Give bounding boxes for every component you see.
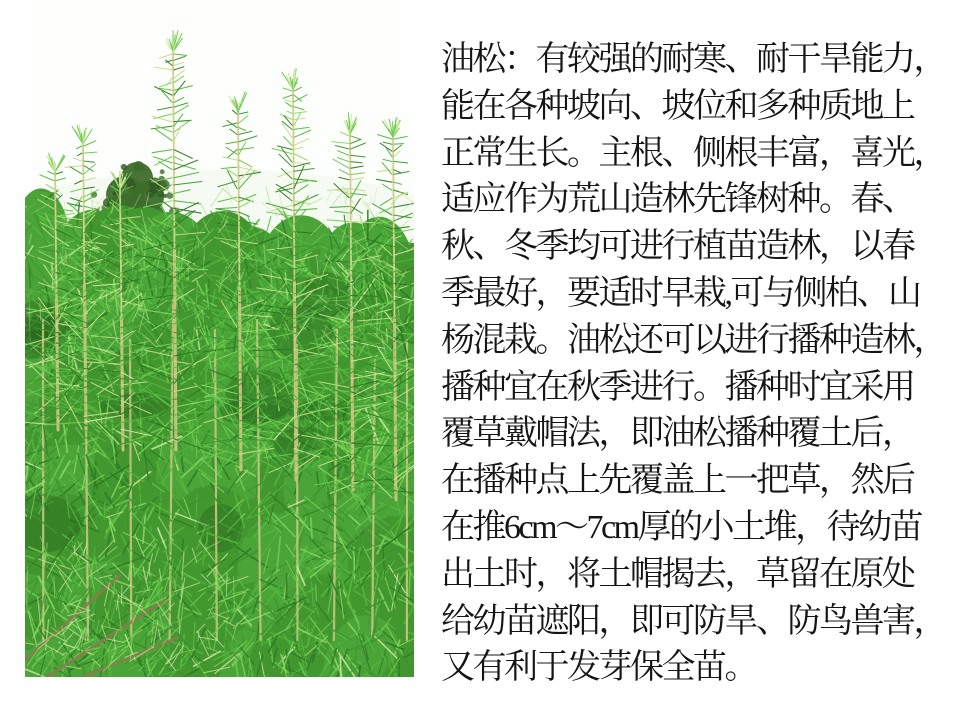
paragraph-line: 在播种点上先覆盖上一把草，然后 xyxy=(441,462,914,500)
pine-photo-illustration xyxy=(25,0,414,677)
paragraph-line: 在推6cm～7cm厚的小土堆，待幼苗 xyxy=(441,508,922,546)
paragraph-line: 季最好，要适时早栽,可与侧柏、山 xyxy=(441,274,920,312)
paragraph-line: 给幼苗遮阳，即可防旱、防鸟兽害， xyxy=(441,602,945,640)
paragraph-line: 秋、冬季均可进行植苗造林，以春 xyxy=(441,228,914,266)
paragraph-line: 覆草戴帽法，即油松播种覆土后， xyxy=(441,415,914,453)
paragraph-line: 出土时，将土帽揭去，草留在原处 xyxy=(441,555,914,593)
paragraph-line: 正常生长。主根、侧根丰富，喜光， xyxy=(441,134,945,172)
paragraph-line: 又有利于发芽保全苗。 xyxy=(441,649,756,687)
paragraph-line: 油松：有较强的耐寒、耐干旱能力， xyxy=(441,41,945,78)
paragraph-line: 杨混栽。油松还可以进行播种造林， xyxy=(441,321,945,359)
paragraph-line: 能在各种坡向、坡位和多种质地上 xyxy=(441,87,914,125)
paragraph xyxy=(441,37,953,692)
pine-photo xyxy=(25,0,414,677)
paragraph-line: 适应作为荒山造林先锋树种。春、 xyxy=(441,181,914,219)
paragraph-line: 播种宜在秋季进行。播种时宜采用 xyxy=(441,368,914,406)
